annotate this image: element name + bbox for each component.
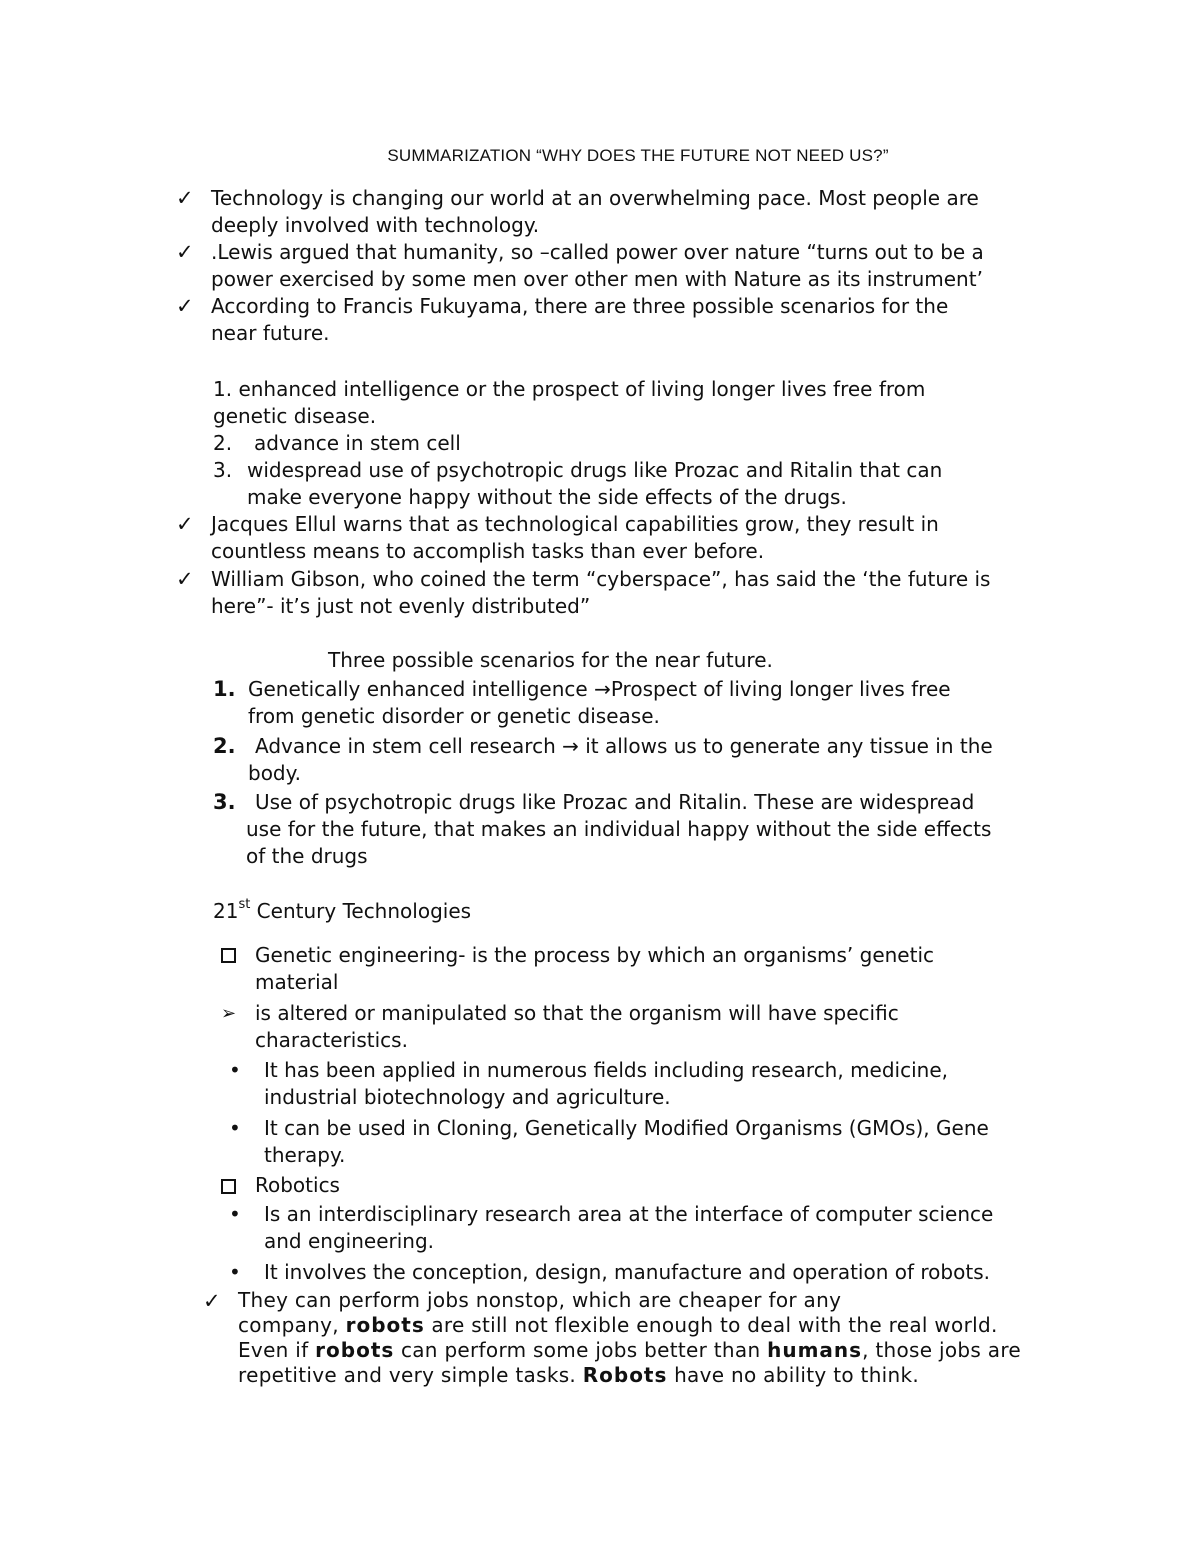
checkbox-square-icon (221, 943, 236, 970)
list-number: 2. (213, 431, 233, 455)
tech-dot: It involves the conception, design, manufacture and operation of robots. (264, 1260, 990, 1284)
section-heading: 21st Century Technologies (213, 897, 472, 923)
list-item: advance in stem cell (254, 431, 461, 455)
checkmark-icon: ✓ (176, 567, 194, 591)
checkmark-icon: ✓ (176, 512, 194, 536)
checkmark-icon: ✓ (176, 240, 194, 264)
bullet-technology: Technology is changing our world at an overwhelming pace. Most people are deeply involved with technology. (211, 186, 979, 237)
arrowhead-bullet-icon: ➢ (221, 1003, 237, 1024)
list-item: 1. enhanced intelligence or the prospect of living longer lives free from genetic disease. (213, 377, 926, 428)
bullet-lewis: .Lewis argued that humanity, so –called power over nature “turns out to be a power exercised by some men over other men with Nature as its instrument’ (211, 240, 984, 291)
right-arrow-icon: → (562, 734, 579, 758)
tech-genetic: Genetic engineering- is the process by which an organisms’ genetic material (255, 943, 935, 994)
scenario-item: Use of psychotropic drugs like Prozac and Ritalin. These are widespread (255, 790, 975, 814)
tech-genetic-cont: is altered or manipulated so that the organism will have specific characteristics. (255, 1001, 899, 1052)
list-number: 3. (213, 458, 233, 482)
checkmark-icon: ✓ (176, 294, 194, 318)
bullet-gibson: William Gibson, who coined the term “cyberspace”, has said the ‘the future is here”- it’s just not evenly distributed” (211, 567, 991, 618)
tech-dot: It can be used in Cloning, Genetically Modified Organisms (GMOs), Gene therapy. (264, 1116, 989, 1167)
scenario-item: Genetically enhanced intelligence →Prospect of living longer lives free from genetic disorder or genetic disease. (248, 677, 951, 728)
bullet-dot-icon: • (229, 1202, 241, 1226)
bullet-dot-icon: • (229, 1260, 241, 1284)
list-number: 2. (213, 734, 236, 758)
tech-dot: Is an interdisciplinary research area at the interface of computer science and engineering. (264, 1202, 994, 1253)
bullet-ellul: Jacques Ellul warns that as technological capabilities grow, they result in countless means to accomplish tasks than ever before. (211, 512, 939, 563)
scenarios-heading: Three possible scenarios for the near future. (328, 648, 773, 672)
checkmark-icon: ✓ (176, 186, 194, 210)
right-arrow-icon: → (594, 677, 611, 701)
bullet-fukuyama: According to Francis Fukuyama, there are three possible scenarios for the near future. (211, 294, 949, 345)
tech-robotics: Robotics (255, 1173, 340, 1197)
scenario-item: Advance in stem cell research → it allows us to generate any tissue in the (255, 734, 993, 758)
page-title: SUMMARIZATION “WHY DOES THE FUTURE NOT NEED US?” (387, 146, 889, 165)
list-number: 1. (213, 677, 236, 701)
final-paragraph: They can perform jobs nonstop, which are cheaper for any company, robots are still not flexible enough to deal with the real world. Even if robots can perform some jobs better than humans, those jobs are repetitive and very simple tasks. Robots have no ability to think. (238, 1288, 1022, 1387)
bullet-dot-icon: • (229, 1058, 241, 1082)
tech-dot: It has been applied in numerous fields including research, medicine, industrial biotechnology and agriculture. (264, 1058, 949, 1109)
checkbox-square-icon (221, 1174, 236, 1201)
list-item: widespread use of psychotropic drugs like Prozac and Ritalin that can make everyone happy without the side effects of the drugs. (247, 458, 943, 509)
checkmark-icon: ✓ (203, 1289, 221, 1313)
scenario-item-cont: use for the future, that makes an individual happy without the side effects of the drugs (246, 817, 992, 868)
list-number: 3. (213, 790, 236, 814)
bullet-dot-icon: • (229, 1116, 241, 1140)
scenario-item-cont: body. (248, 761, 301, 785)
